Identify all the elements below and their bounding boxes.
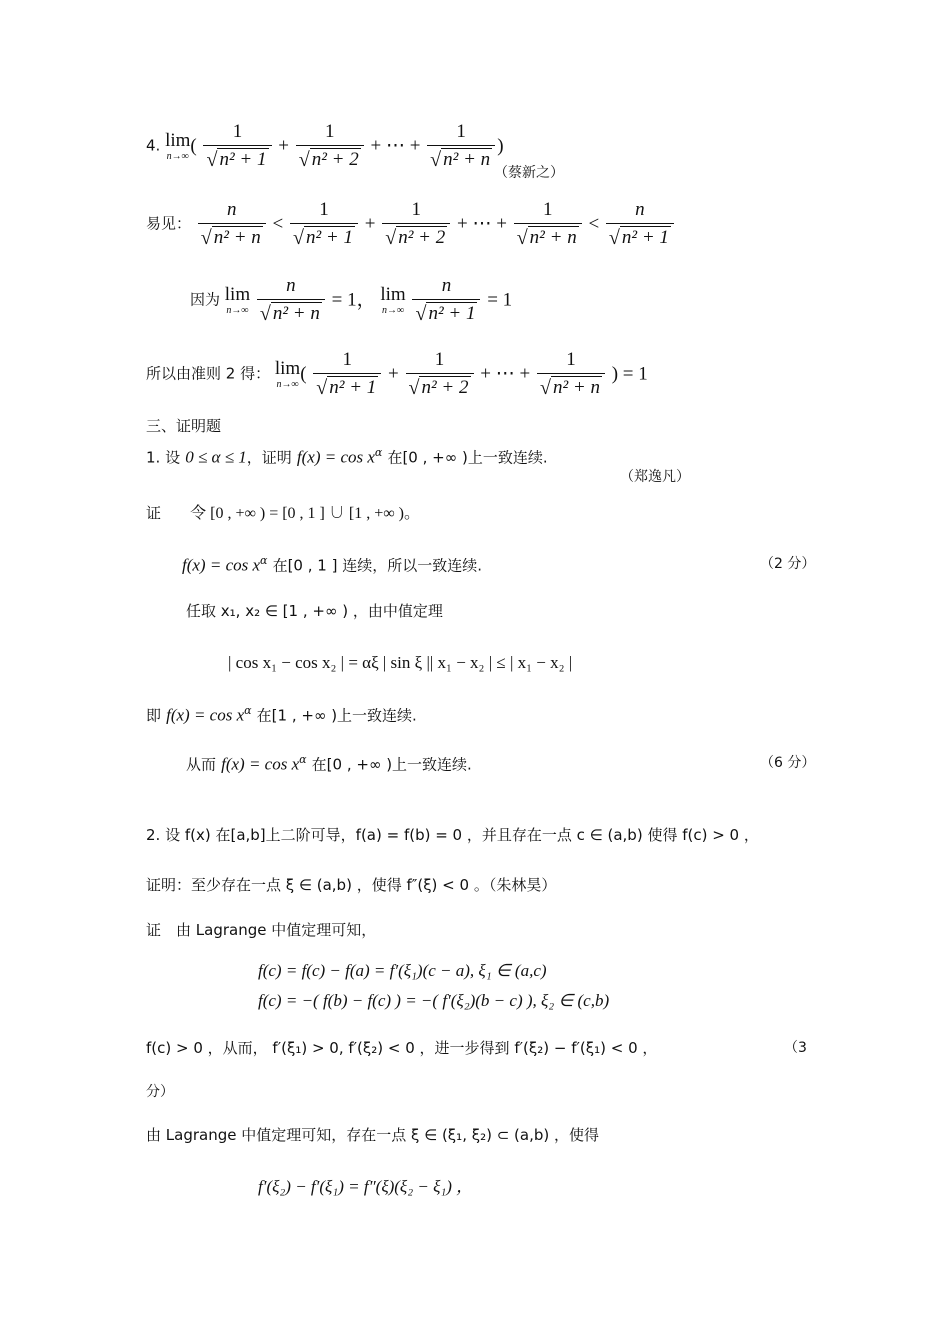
conclusion-statement: 所以由准则 2 得： lim n→∞ ( $\frac{1}{\text{√ n² + 1}}$ + $\frac{1}{\text{√ n² + 2}}$ + ⋯ + $\frac{1}{\text{√ n² + n}}$ ) = 1 [146,349,648,399]
score-label: （3 [784,1040,807,1056]
score-label: （2 分） [760,556,816,572]
proof-2-line4: 由 Lagrange 中值定理可知，存在一点 ξ ∈ (ξ₁, ξ₂) ⊂ (a,b) ，使得 [146,1126,600,1144]
fraction-term-1: $\frac{1}{\text{√ n² + 1}}$ [203,122,271,170]
proof-2-equation-3: f′(ξ₂) − f′(ξ₁) = f″(ξ)(ξ₂ − ξ₁) ， [258,1177,474,1196]
fraction-term-n: $\frac{1}{\text{√ n² + n}}$ [427,122,495,170]
proof-1-line4: 从而 $f(x) = \cos x^\alpha$ 在[0 , +∞ )上一致连续. [186,753,472,774]
question-2-claim: 证明：至少存在一点 ξ ∈ (a,b) ，使得 f″(ξ) < 0 。（朱林昊） [146,876,557,894]
question-1-statement: 1. 设 0 ≤ α ≤ 1，证明 $f(x) = \cos x^\alpha$ 在[0 , +∞ )上一致连续. [146,446,548,467]
proof-1-inequality: | cos x₁ − cos x₂ | = αξ | sin ξ || x₁ − x₂ | ≤ | x₁ − x₂ | [228,653,573,672]
proof-2-equation-2: f(c) = −( f(b) − f(c) ) = −( f′(ξ₂)(b − c) ), ξ₂ ∈ (c,b) [258,991,610,1010]
proof-1-line1: $f(x) = \cos x^\alpha$ 在[0 , 1 ] 连续，所以一致连续. [182,554,482,575]
section-heading: 三、证明题 [146,417,222,435]
proof-1-split: 证 令 [0 , +∞ ) = [0 , 1 ] ∪ [1 , +∞ )。 [146,504,420,522]
score-label: （6 分） [760,755,816,771]
limits-statement: 因为 lim n→∞ $\frac{n}{\text{√ n² + n}}$ = 1， lim n→∞ $\frac{n}{\text{√ n² + 1}}$ = 1 [190,275,513,325]
proof-1-line2: 任取 x₁, x₂ ∈ [1 , +∞ ) ，由中值定理 [186,602,443,620]
problem-4-author: （蔡新之） [494,165,564,181]
proof-2-equation-1: f(c) = f(c) − f(a) = f′(ξ₁)(c − a), ξ₁ ∈ (a,c) [258,961,547,980]
squeeze-inequality: 易见： $\frac{n}{\text{√ n² + n}}$ < $\frac{1}{\text{√ n² + 1}}$ + $\frac{1}{\text{√ n² + 2}}$ + ⋯ + $\frac{1}{\text{√ n² + n}}$ < $\frac{n}{\text{√ n² + 1}}$ [146,200,676,248]
limit-operator: lim n→∞ [165,129,191,162]
proof-2-intro: 证 由 Lagrange 中值定理可知， [146,921,377,939]
proof-1-line3: 即 $f(x) = \cos x^\alpha$ 在[1 , +∞ )上一致连续. [146,704,417,725]
problem-4-expression: 4. lim n→∞ ( $\frac{1}{\text{√ n² + 1}}$ + $\frac{1}{\text{√ n² + 2}}$ + ⋯ + $\frac{1}{\text{√ n² + n}}$ ) [146,121,504,171]
fraction-term-2: $\frac{1}{\text{√ n² + 2}}$ [296,122,364,170]
question-1-author: （郑逸凡） [620,469,690,485]
proof-2-line3: f(c) > 0 ，从而， f′(ξ₁) > 0, f′(ξ₂) < 0 ，进一步得到 f′(ξ₂) − f′(ξ₁) < 0 ， [146,1039,658,1057]
problem-number: 4. [146,136,161,155]
question-2-statement: 2. 设 f(x) 在[a,b]上二阶可导，f(a) = f(b) = 0 ，并且存在一点 c ∈ (a,b) 使得 f(c) > 0 ， [146,826,759,844]
score-label: 分） [146,1084,174,1100]
